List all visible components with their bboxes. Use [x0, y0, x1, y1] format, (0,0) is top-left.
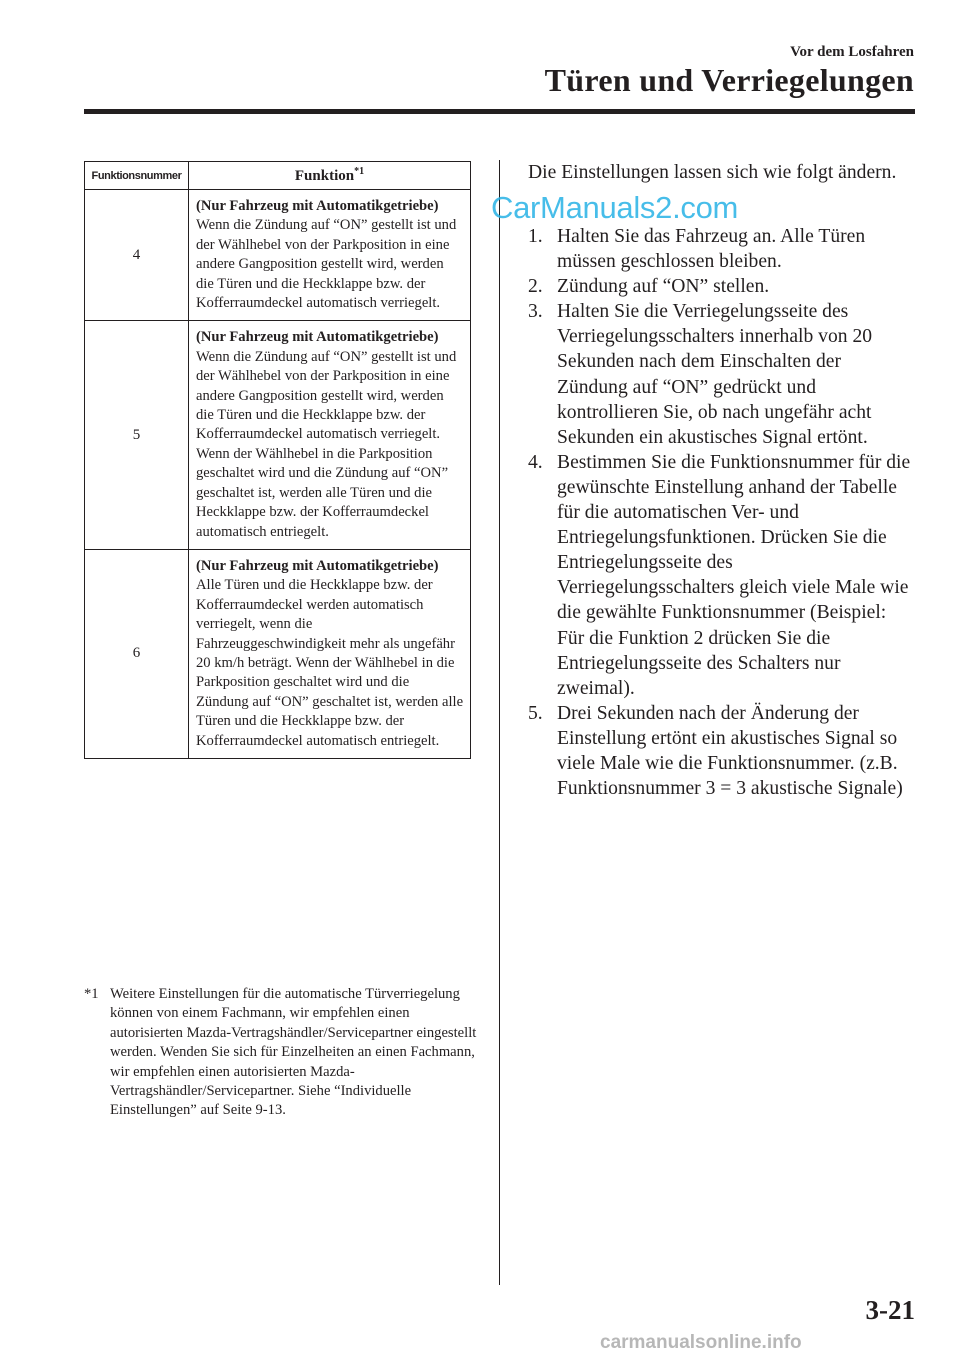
function-number: 6 [85, 549, 189, 758]
header-rule [84, 109, 915, 114]
function-description [189, 321, 471, 549]
page-title: Türen und Verriegelungen [544, 62, 914, 98]
step-text: Drei Sekunden nach der Änderung der Einstellung ertönt ein akustisches Signal so viele Male wie die Funktionsnummer. (z.B. Funktionsnummer 3 = 3 akustische Signale) [557, 702, 903, 800]
column-header-function-label: Funktion [294, 168, 355, 184]
function-description [189, 190, 471, 321]
column-header-number: Funktionsnummer [85, 162, 189, 190]
footnote-marker: *1 [84, 986, 99, 1002]
table-row [85, 321, 471, 549]
step-number: 4. [528, 451, 543, 473]
function-text: Wenn die Zündung auf “ON” gestellt ist und der Wählhebel von der Parkposition in eine andere Gangposition gestellt wird, werden die Türen und die Heckklappe bzw. der Kofferraumdeckel automatisch verriegelt. Wenn der Wählhebel in die Parkposition geschaltet wird und die Zündung auf “ON” geschaltet ist, werden alle Türen und die Heckklappe bzw. der Kofferraumdeckel automatisch entriegelt. [196, 348, 457, 540]
list-item [528, 224, 912, 274]
header-section-label: Vor dem Losfahren [790, 44, 914, 60]
footnote-reference: *1 [354, 166, 365, 177]
page-number: 3-21 [865, 1295, 915, 1325]
intro-paragraph: Die Einstellungen lassen sich wie folgt ändern. [528, 162, 897, 183]
step-number: 2. [528, 276, 543, 298]
list-item [528, 299, 912, 450]
steps-list [528, 224, 912, 801]
footnote-text: Weitere Einstellungen für die automatische Türverriegelung können von einem Fachmann, wir empfehlen einen autorisierten Mazda-Vertragshändler/Servicepartner eingestellt werden. Wenden Sie sich für Einzelheiten an einen Fachmann, wir empfehlen einen autorisierten Mazda-Vertragshändler/Servicepartner. Siehe “Individuelle Einstellungen” auf Seite 9-13. [110, 986, 477, 1119]
table-row [85, 549, 471, 758]
function-table [84, 161, 471, 759]
step-text: Halten Sie die Verriegelungsseite des Verriegelungsschalters innerhalb von 20 Sekunden nach dem Einschalten der Zündung auf “ON” gedrückt und kontrollieren Sie, ob nach ungefähr acht Sekunden ein akustisches Signal ertönt. [557, 301, 873, 448]
step-number: 5. [528, 702, 543, 724]
function-condition: (Nur Fahrzeug mit Automatikgetriebe) [196, 329, 439, 346]
step-number: 3. [528, 301, 543, 323]
list-item [528, 701, 912, 801]
table-header-row [85, 162, 471, 190]
function-number: 4 [85, 190, 189, 321]
table-row [85, 190, 471, 321]
column-header-function [189, 162, 471, 190]
function-condition: (Nur Fahrzeug mit Automatikgetriebe) [196, 557, 439, 574]
step-number: 1. [528, 226, 543, 247]
footer-watermark: carmanualsonline.info [600, 1332, 802, 1353]
step-text: Halten Sie das Fahrzeug an. Alle Türen müssen geschlossen bleiben. [557, 226, 866, 273]
function-condition: (Nur Fahrzeug mit Automatikgetriebe) [196, 198, 439, 214]
function-text: Wenn die Zündung auf “ON” gestellt ist und der Wählhebel von der Parkposition in eine andere Gangposition gestellt wird, werden die Türen und die Heckklappe bzw. der Kofferraumdeckel automatisch verriegelt. [196, 217, 457, 312]
function-number: 5 [85, 321, 189, 549]
watermark-logo: CarManuals2.com [491, 190, 739, 225]
function-description [189, 549, 471, 758]
step-text: Zündung auf “ON” stellen. [557, 276, 770, 298]
step-text: Bestimmen Sie die Funktionsnummer für die gewünschte Einstellung anhand der Tabelle für die automatischen Ver- und Entriegelungsfunktionen. Drücken Sie die Entriegelungsseite des Verriegelungsschalters gleich viele Male wie die gewählte Funktionsnummer (Beispiel: Für die Funktion 2 drücken Sie die Entriegelungsseite des Schalters nur zweimal). [557, 451, 911, 699]
list-item [528, 274, 912, 299]
column-divider [499, 160, 500, 1285]
footnote [84, 985, 479, 1121]
list-item [528, 450, 912, 701]
function-text: Alle Türen und die Heckklappe bzw. der Kofferraumdeckel werden automatisch verriegelt, wenn die Fahrzeuggeschwindigkeit mehr als ungefähr 20 km/h beträgt. Wenn der Wählhebel in die Parkposition geschaltet wird und die Zündung auf “ON” geschaltet ist, werden alle Türen und die Heckklappe bzw. der Kofferraumdeckel automatisch entriegelt. [196, 577, 464, 749]
